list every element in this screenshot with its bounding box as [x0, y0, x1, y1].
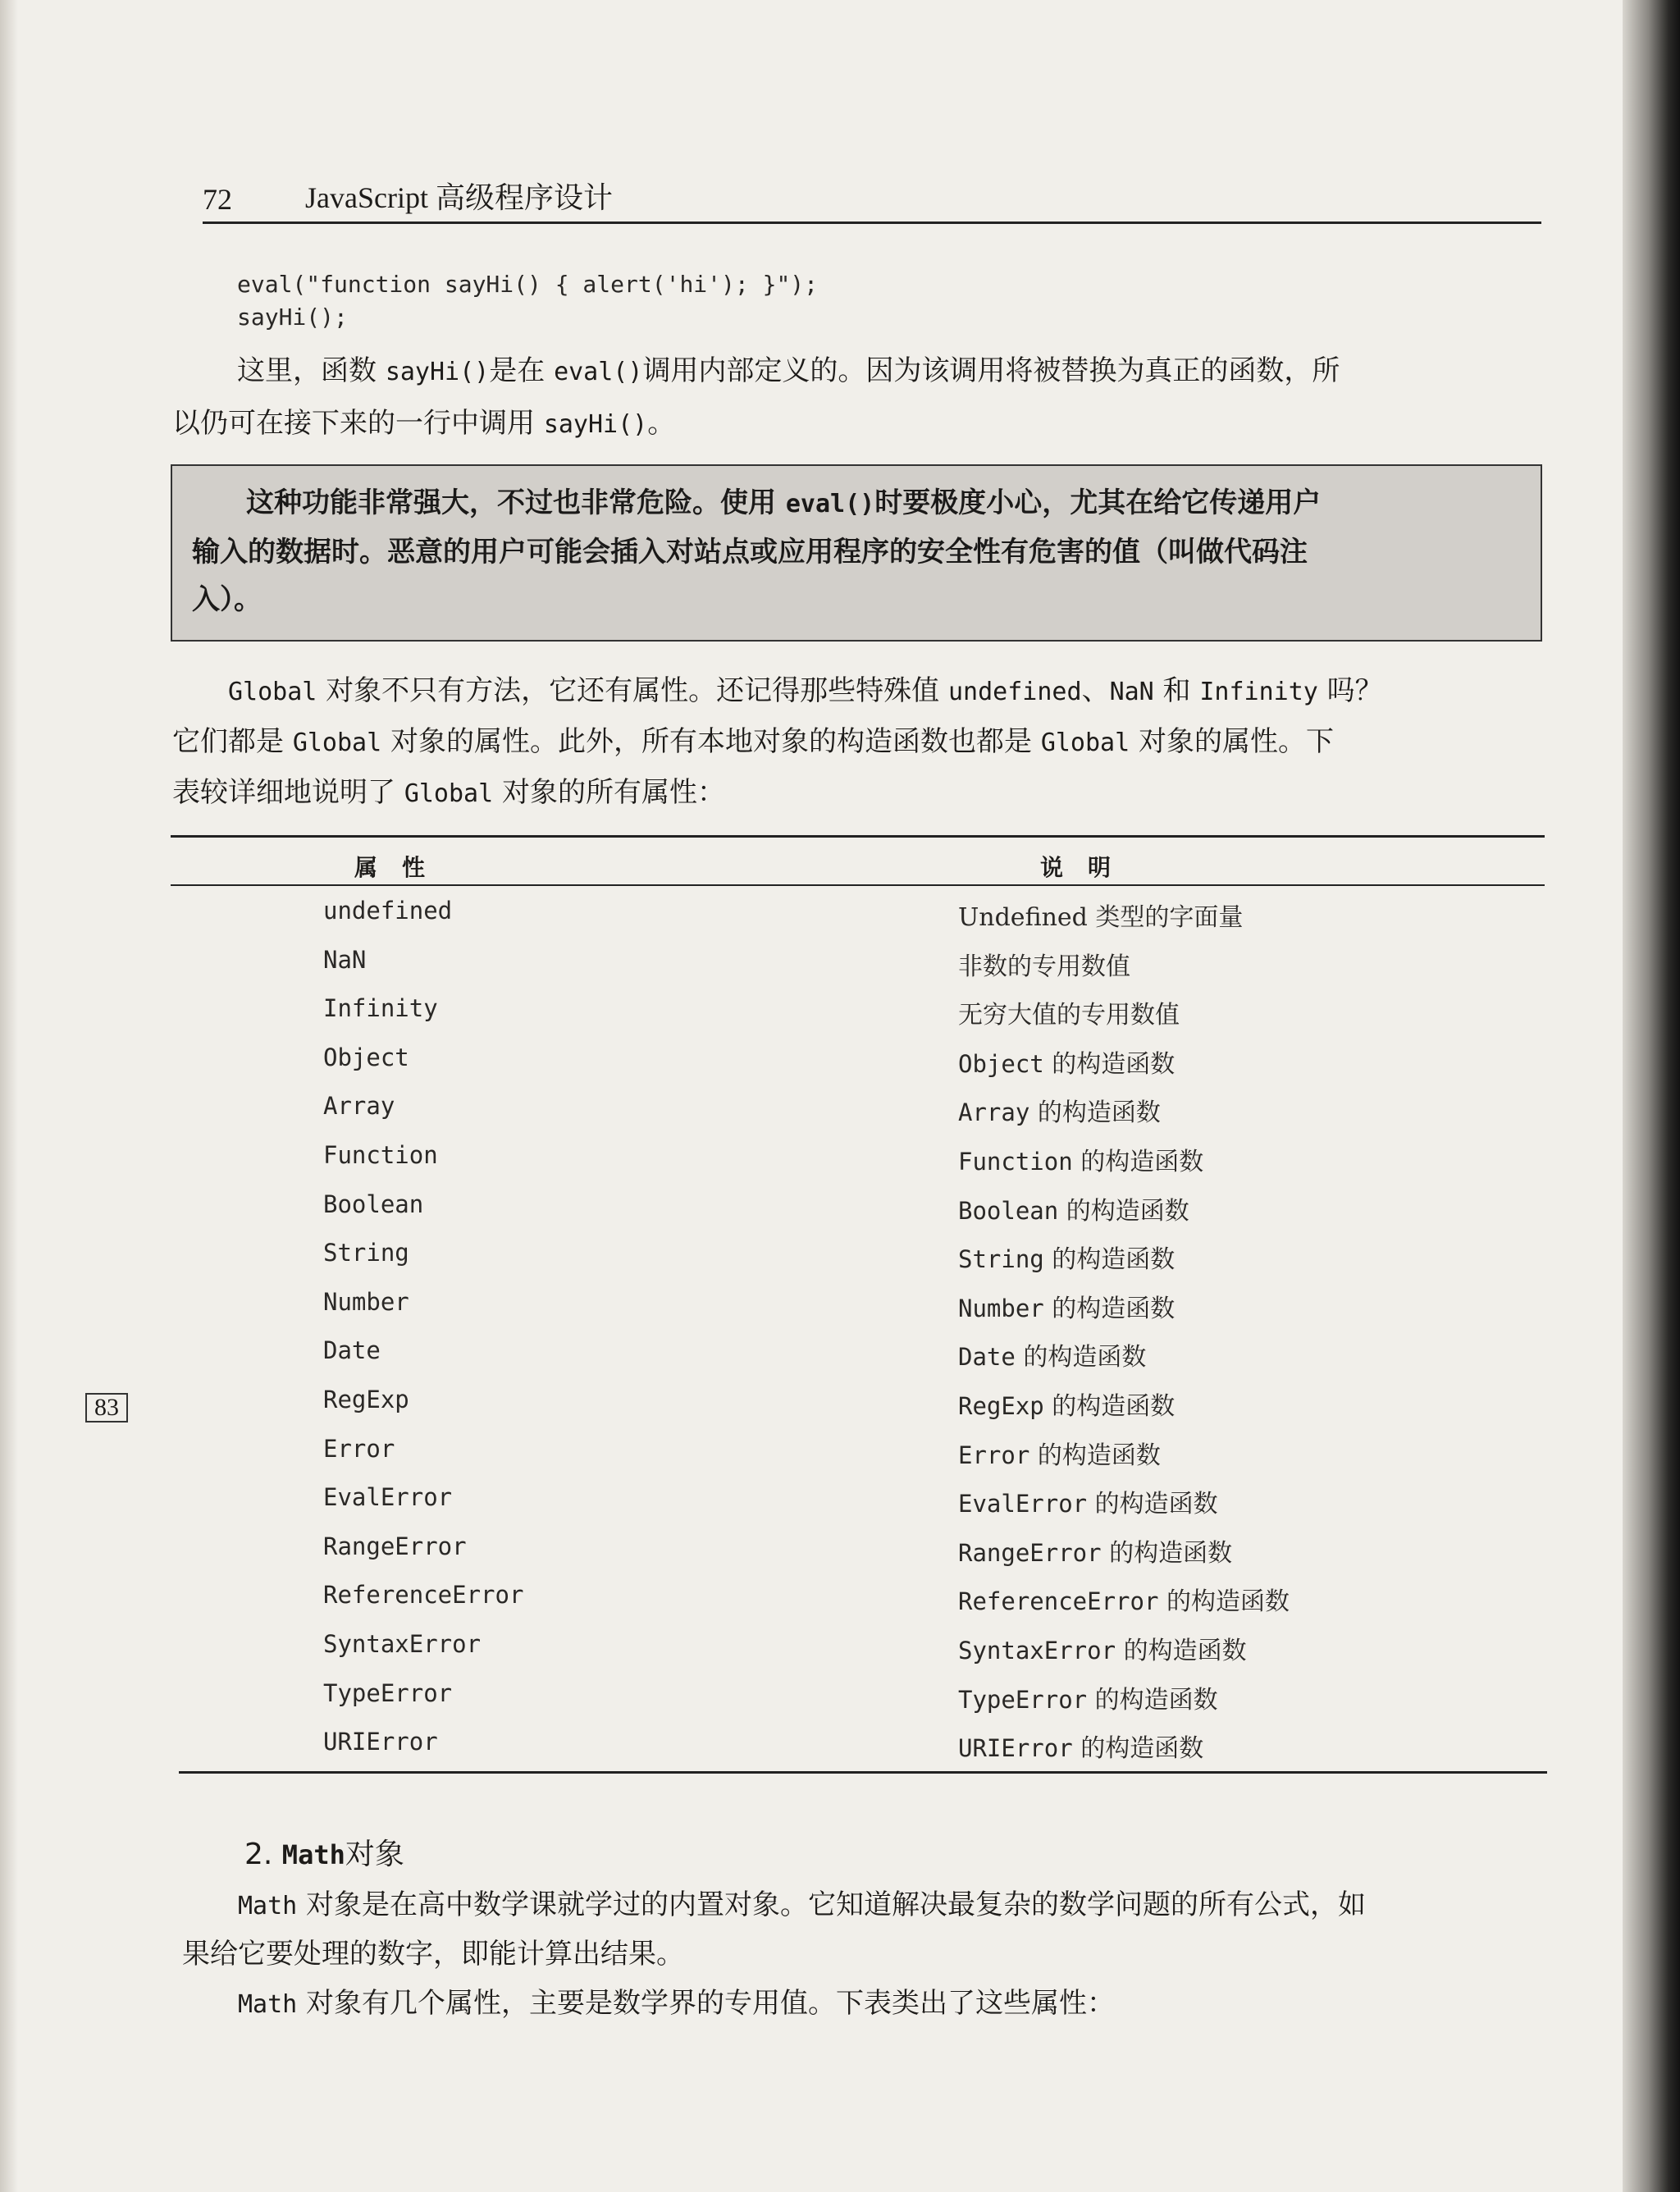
property-description: 非数的专用数值: [958, 952, 1130, 981]
table-row: [0, 1623, 1680, 1672]
property-name: NaN: [323, 945, 367, 974]
table-row: [0, 1379, 1680, 1427]
running-header: [203, 182, 1541, 224]
section-heading: 2. Math对象: [244, 1838, 404, 1871]
table-row: [0, 1281, 1680, 1330]
property-description: SyntaxError 的构造函数: [958, 1637, 1247, 1665]
table-row: [0, 890, 1680, 938]
property-description: String 的构造函数: [958, 1245, 1176, 1275]
table-row: [0, 1526, 1680, 1574]
property-name: EvalError: [323, 1483, 453, 1512]
property-name: Number: [323, 1287, 409, 1316]
property-name: Array: [323, 1092, 395, 1121]
property-name: TypeError: [323, 1678, 453, 1707]
warning-note-box: 这种功能非常强大，不过也非常危险。使用 eval()时要极度小心，尤其在给它传递用户 输入的数据时。恶意的用户可能会插入对站点或应用程序的安全性有危害的值（叫做代码注 入）。: [171, 464, 1542, 642]
table-row: [0, 1085, 1680, 1134]
property-description: RegExp 的构造函数: [958, 1392, 1176, 1421]
property-description: Function 的构造函数: [958, 1148, 1204, 1176]
paragraph-4: Math 对象有几个属性，主要是数学界的专用值。下表类出了这些属性：: [238, 1987, 1116, 2020]
property-name: Infinity: [323, 994, 438, 1023]
property-name: RegExp: [323, 1386, 409, 1413]
original-page-marker: 83: [85, 1393, 128, 1423]
property-description: Object 的构造函数: [958, 1049, 1176, 1079]
property-name: SyntaxError: [323, 1630, 482, 1658]
paragraph-3: Math 对象是在高中数学课就学过的内置对象。它知道解决最复杂的数学问题的所有公式，如: [238, 1888, 1367, 1921]
property-description: Number 的构造函数: [958, 1294, 1176, 1323]
table-row: [0, 1673, 1680, 1721]
property-description: Undefined 类型的字面量: [958, 903, 1244, 932]
table-header-rule: [171, 884, 1545, 886]
property-description: Error 的构造函数: [958, 1441, 1161, 1470]
property-name: Function: [323, 1141, 438, 1169]
table-row: [0, 1135, 1680, 1183]
table-header-property: 属性: [354, 854, 450, 881]
property-name: ReferenceError: [323, 1581, 524, 1610]
property-description: 无穷大值的专用数值: [958, 1001, 1180, 1030]
paragraph-2-line-3: 表较详细地说明了 Global 对象的所有属性：: [172, 776, 725, 809]
property-name: URIError: [323, 1728, 438, 1756]
property-name: Error: [323, 1434, 395, 1463]
property-description: ReferenceError 的构造函数: [958, 1587, 1290, 1617]
table-top-rule: [171, 835, 1545, 838]
table-row: [0, 1721, 1680, 1770]
property-description: RangeError 的构造函数: [958, 1538, 1233, 1568]
code-line-1: eval("function sayHi() { alert('hi'); }");: [237, 271, 819, 298]
table-row: [0, 1428, 1680, 1477]
property-name: undefined: [323, 897, 453, 925]
property-name: Boolean: [323, 1190, 424, 1218]
table-row: [0, 1330, 1680, 1378]
property-description: Array 的构造函数: [958, 1098, 1161, 1128]
paragraph-1: 这里，函数 sayHi()是在 eval()调用内部定义的。因为该调用将被替换为真正的函数，所: [237, 354, 1340, 387]
table-header-description: 说明: [1040, 854, 1136, 881]
property-description: TypeError 的构造函数: [958, 1685, 1218, 1715]
property-name: Object: [323, 1043, 409, 1071]
table-row: [0, 1574, 1680, 1623]
table-bottom-rule: [179, 1771, 1547, 1774]
property-name: Date: [323, 1336, 381, 1365]
table-row: [0, 1232, 1680, 1281]
paragraph-1-cont: 以仍可在接下来的一行中调用 sayHi()。: [172, 407, 676, 440]
property-description: Boolean 的构造函数: [958, 1196, 1189, 1226]
book-title: JavaScript 高级程序设计: [305, 181, 613, 214]
property-name: RangeError: [323, 1532, 467, 1560]
page-number: 72: [203, 183, 232, 216]
property-description: EvalError 的构造函数: [958, 1490, 1218, 1519]
property-name: String: [323, 1239, 409, 1267]
table-row: [0, 939, 1680, 988]
code-line-2: sayHi();: [237, 304, 348, 331]
paragraph-3-cont: 果给它要处理的数字，即能计算出结果。: [182, 1938, 684, 1971]
paragraph-2: Global 对象不只有方法，它还有属性。还记得那些特殊值 undefined、NaN 和 Infinity 吗？: [228, 674, 1383, 707]
paragraph-2-line-2: 它们都是 Global 对象的属性。此外，所有本地对象的构造函数也都是 Global 对象的属性。下: [172, 725, 1334, 758]
table-row: [0, 1037, 1680, 1085]
table-row: [0, 988, 1680, 1036]
table-row: [0, 1184, 1680, 1232]
property-description: Date 的构造函数: [958, 1343, 1147, 1372]
table-row: [0, 1477, 1680, 1525]
property-description: URIError 的构造函数: [958, 1734, 1204, 1764]
